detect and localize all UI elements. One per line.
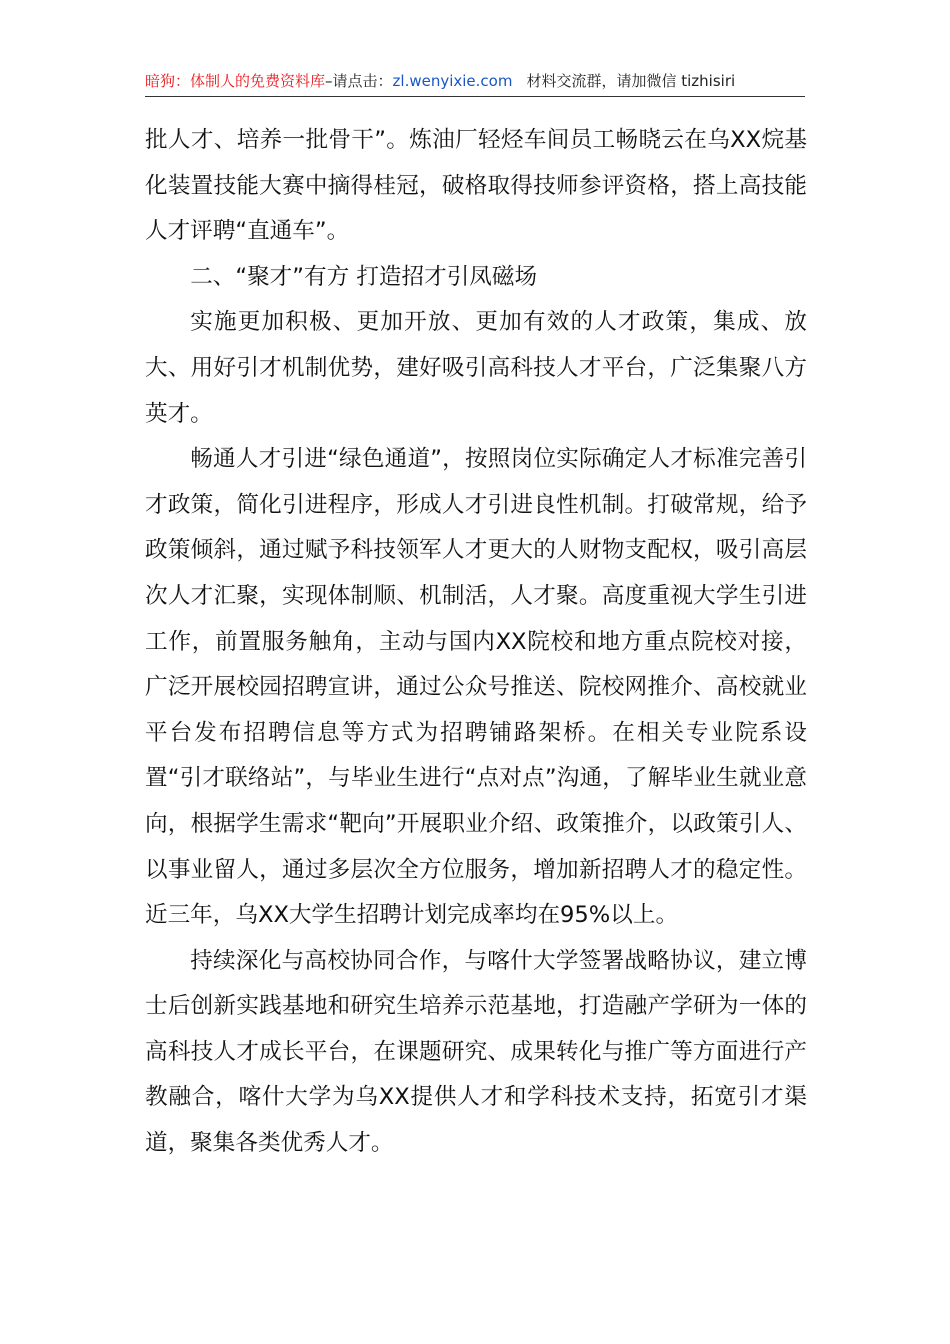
header-wechat-group-text: 材料交流群，请加微信 tizhisiri xyxy=(526,72,736,90)
header-divider xyxy=(145,96,805,97)
header-website-link[interactable]: zl.wenyixie.com xyxy=(392,72,513,90)
paragraph: 畅通人才引进“绿色通道”，按照岗位实际确定人才标准完善引才政策，简化引进程序，形成人才引进良性机制。打破常规，给予政策倾斜，通过赋予科技领军人才更大的人财物支配权，吸引高层次人才汇聚，实现体制顺、机制活，人才聚。高度重视大学生引进工作，前置服务触角，主动与国内XX院校和地方重点院校对接，广泛开展校园招聘宣讲，通过公众号推送、院校网推介、高校就业平台发布招聘信息等方式为招聘铺路架桥。在相关专业院系设置“引才联络站”，与毕业生进行“点对点”沟通，了解毕业生就业意向，根据学生需求“靶向”开展职业介绍、政策推介，以政策引人、以事业留人，通过多层次全方位服务，增加新招聘人才的稳定性。近三年，乌XX大学生招聘计划完成率均在95%以上。 xyxy=(145,446,807,929)
paragraph: 实施更加积极、更加开放、更加有效的人才政策，集成、放大、用好引才机制优势，建好吸引高科技人才平台，广泛集聚八方英才。 xyxy=(145,309,807,427)
paragraph: 持续深化与高校协同合作，与喀什大学签署战略协议，建立博士后创新实践基地和研究生培养示范基地，打造融产学研为一体的高科技人才成长平台，在课题研究、成果转化与推广等方面进行产教融合，喀什大学为乌XX提供人才和学科技术支持，拓宽引才渠道，聚集各类优秀人才。 xyxy=(145,947,807,1157)
paragraph-continuation: 批人才、培养一批骨干”。炼油厂轻烃车间员工畅晓云在乌XX烷基化装置技能大赛中摘得桂冠，破格取得技师参评资格，搭上高技能人才评聘“直通车”。 xyxy=(145,127,807,245)
header-promo-text[interactable]: 暗狗：体制人的免费资料库 xyxy=(145,72,326,90)
document-body xyxy=(145,118,807,1167)
header-click-prompt: –请点击： xyxy=(325,72,393,90)
page-header xyxy=(145,70,805,96)
section-heading: 二、“聚才”有方 打造招才引凤磁场 xyxy=(190,263,538,290)
